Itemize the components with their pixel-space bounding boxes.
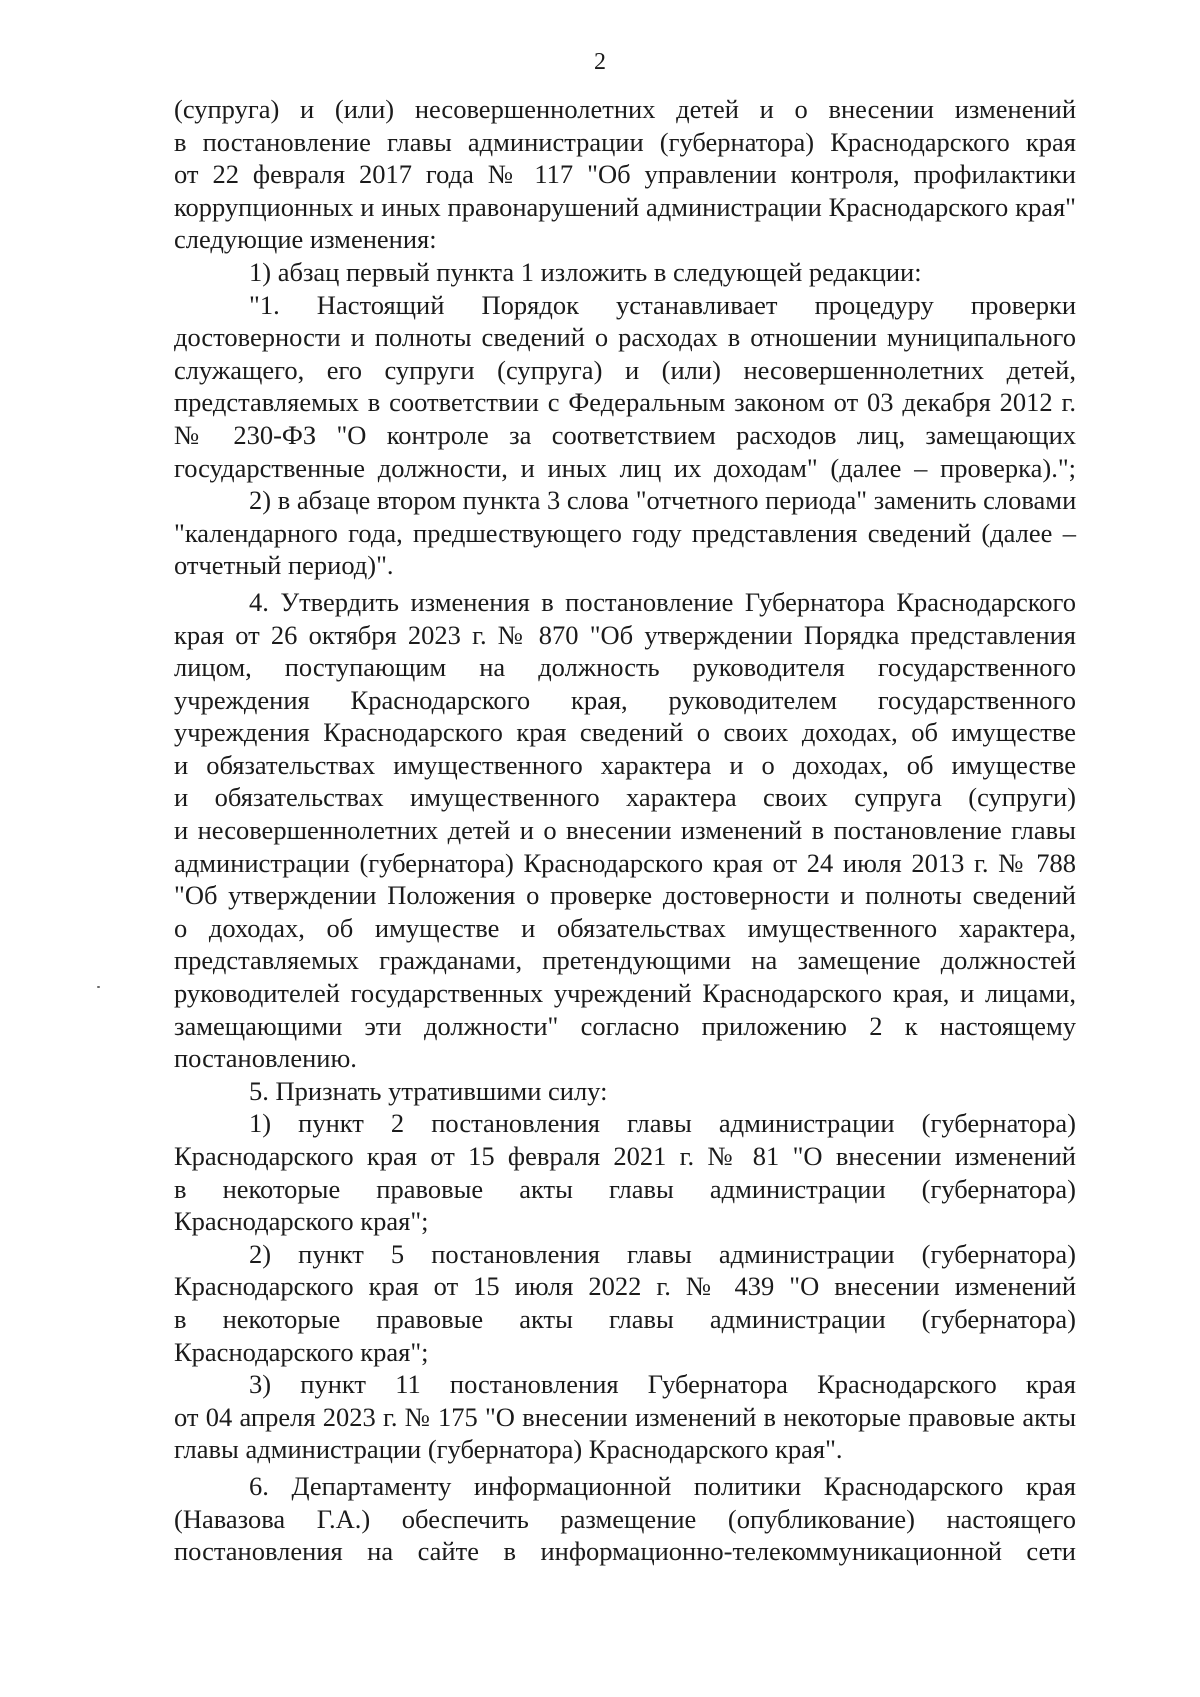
text-line: достоверности и полноты сведений о расходах в отношении муниципального: [174, 322, 1076, 353]
text-line: в некоторые правовые акты главы администрации (губернатора): [174, 1303, 1076, 1334]
page-number: 2: [594, 49, 606, 75]
text-line: 3) пункт 11 постановления Губернатора Краснодарского края: [249, 1369, 1076, 1400]
text-line: 2) в абзаце втором пункта 3 слова "отчетного периода" заменить словами: [249, 485, 1077, 516]
document-body: [174, 93, 1076, 1568]
scan-speck: [97, 986, 100, 988]
text-line: 2) пункт 5 постановления главы администрации (губернатора): [249, 1238, 1076, 1269]
text-line: Краснодарского края";: [174, 1336, 429, 1367]
text-line: отчетный период)".: [174, 550, 394, 581]
text-line: замещающими эти должности" согласно приложению 2 к настоящему: [174, 1010, 1076, 1041]
text-line: (супруга) и (или) несовершеннолетних детей и о внесении изменений: [174, 94, 1076, 124]
text-line: № 230-ФЗ "О контроле за соответствием расходов лиц, замещающих: [174, 419, 1076, 450]
text-line: руководителей государственных учреждений Краснодарского края, и лицами,: [174, 978, 1076, 1009]
text-line: "Об утверждении Положения о проверке достоверности и полноты сведений: [174, 880, 1076, 911]
text-line: Краснодарского края от 15 июля 2022 г. № 439 "О внесении изменений: [174, 1271, 1076, 1302]
text-line: учреждения Краснодарского края, руководителем государственного: [174, 684, 1076, 715]
text-line: (Навазова Г.А.) обеспечить размещение (опубликование) настоящего: [174, 1503, 1076, 1534]
text-line: 4. Утвердить изменения в постановление Губернатора Краснодарского: [249, 586, 1076, 617]
text-line: постановлению.: [174, 1043, 357, 1074]
text-line: Краснодарского края от 15 февраля 2021 г. № 81 "О внесении изменений: [174, 1141, 1076, 1171]
text-line: и обязательствах имущественного характера своих супруга (супруги): [174, 782, 1076, 813]
text-line: "1. Настоящий Порядок устанавливает процедуру проверки: [249, 289, 1076, 320]
text-line: 1) абзац первый пункта 1 изложить в следующей редакции:: [249, 256, 922, 287]
text-line: служащего, его супруги (супруга) и (или) несовершеннолетних детей,: [174, 354, 1076, 385]
text-line: края от 26 октября 2023 г. № 870 "Об утверждении Порядка представления: [174, 619, 1076, 650]
text-line: коррупционных и иных правонарушений администрации Краснодарского края": [174, 191, 1076, 222]
text-line: 1) пункт 2 постановления главы администрации (губернатора): [249, 1108, 1076, 1139]
text-line: представляемых в соответствии с Федеральным законом от 03 декабря 2012 г.: [174, 387, 1076, 418]
text-line: администрации (губернатора) Краснодарского края от 24 июля 2013 г. № 788: [174, 847, 1076, 878]
text-line: от 04 апреля 2023 г. № 175 "О внесении изменений в некоторые правовые акты: [174, 1401, 1076, 1432]
text-line: постановления на сайте в информационно-телекоммуникационной сети: [174, 1536, 1076, 1567]
text-line: в постановление главы администрации (губернатора) Краснодарского края: [174, 126, 1076, 157]
text-line: главы администрации (губернатора) Краснодарского края".: [174, 1434, 843, 1465]
text-line: от 22 февраля 2017 года № 117 "Об управлении контроля, профилактики: [174, 159, 1076, 190]
text-line: учреждения Краснодарского края сведений о своих доходах, об имуществе: [174, 717, 1076, 748]
text-line: в некоторые правовые акты главы администрации (губернатора): [174, 1173, 1076, 1204]
text-line: и обязательствах имущественного характера и о доходах, об имуществе: [174, 749, 1076, 780]
text-line: Краснодарского края";: [174, 1206, 429, 1237]
text-line: государственные должности, и иных лиц их доходам" (далее – проверка).";: [174, 452, 1076, 483]
text-line: "календарного года, предшествующего году представления сведений (далее –: [174, 517, 1076, 548]
text-line: лицом, поступающим на должность руководителя государственного: [174, 652, 1076, 683]
text-line: 6. Департаменту информационной политики Краснодарского края: [249, 1470, 1076, 1501]
text-line: следующие изменения:: [174, 224, 437, 255]
text-line: представляемых гражданами, претендующими на замещение должностей: [174, 945, 1076, 976]
text-line: и несовершеннолетних детей и о внесении изменений в постановление главы: [174, 815, 1076, 846]
text-line: 5. Признать утратившими силу:: [249, 1075, 608, 1106]
text-line: о доходах, об имуществе и обязательствах имущественного характера,: [174, 912, 1076, 943]
